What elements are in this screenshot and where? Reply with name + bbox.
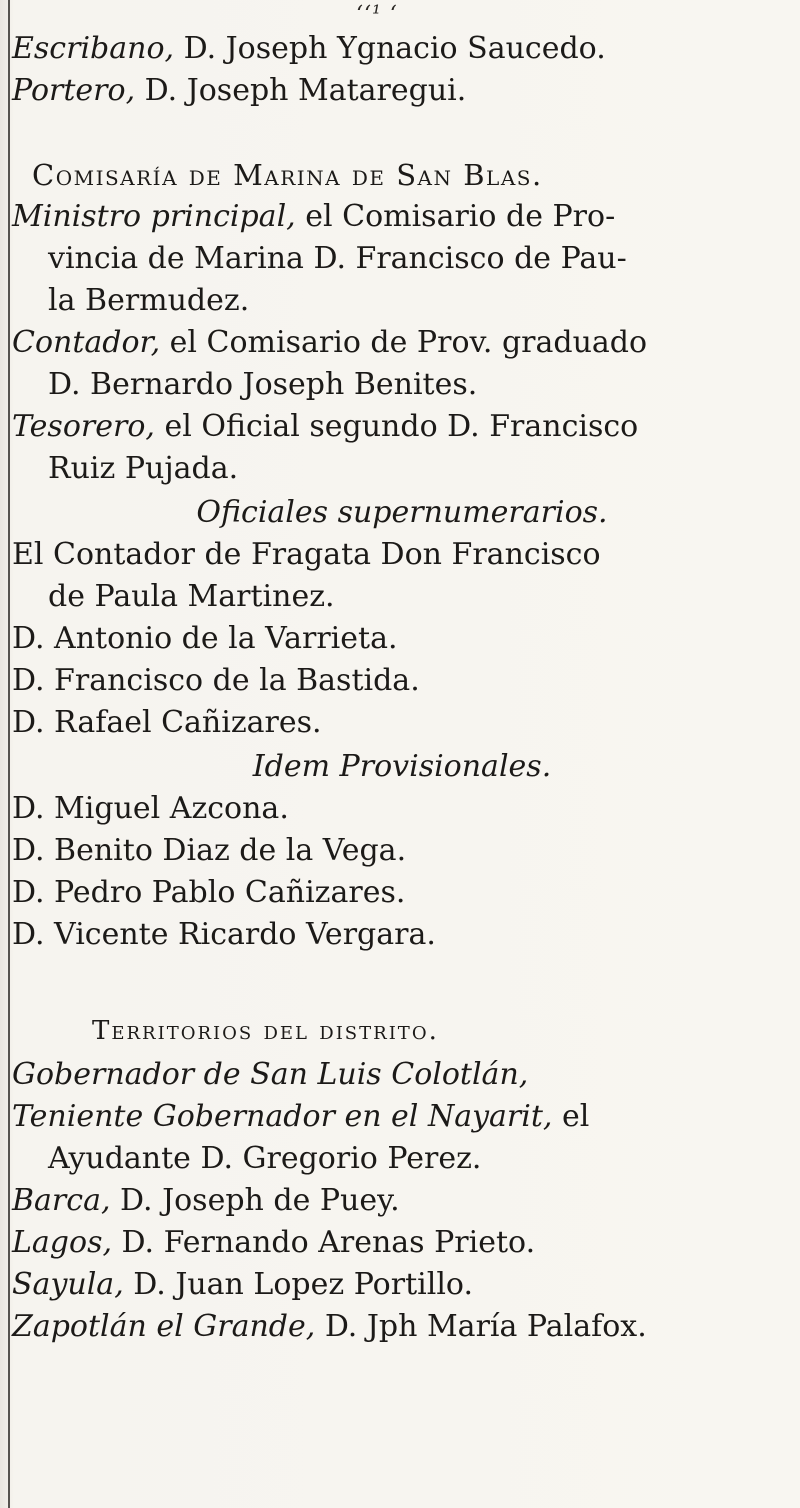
entry-plain: D. Antonio de la Varrieta.: [12, 621, 398, 656]
entry-plain: D. Benito Diaz de la Vega.: [12, 833, 407, 868]
entry-escribano: [12, 30, 606, 68]
entry-text: el Comisario de Pro-: [295, 199, 616, 234]
entry-text: D. Fernando Arenas Prieto.: [112, 1225, 536, 1260]
entry-label: Ministro principal,: [12, 199, 296, 234]
entry-plain: D. Vicente Ricardo Vergara.: [12, 917, 436, 952]
subheading-oficiales: Oficiales supernumerarios.: [196, 495, 608, 530]
entry-label: Gobernador de San Luis Colotlán,: [12, 1057, 529, 1092]
entry-zapotlan: [12, 1308, 647, 1346]
entry-plain: El Contador de Fragata Don Francisco: [12, 537, 601, 572]
entry-contador: [12, 324, 647, 362]
entry-portero: [12, 72, 466, 110]
entry-label: Barca,: [12, 1183, 111, 1218]
entry-barca: [12, 1182, 400, 1220]
entry-label: Portero,: [12, 73, 136, 108]
subheading-provisionales: Idem Provisionales.: [252, 749, 552, 784]
entry-continuation: vincia de Marina D. Francisco de Pau-: [48, 241, 627, 276]
entry-label: Escribano,: [12, 31, 175, 66]
entry-lagos: [12, 1224, 535, 1262]
entry-label: Tesorero,: [12, 409, 155, 444]
entry-continuation: D. Bernardo Joseph Benites.: [48, 367, 478, 402]
entry-text: D. Juan Lopez Portillo.: [123, 1267, 473, 1302]
entry-label: Zapotlán el Grande,: [12, 1309, 316, 1344]
section-title-comisaria: Comisaría de Marina de San Blas.: [32, 158, 543, 192]
page-binding-edge: [8, 0, 10, 1508]
entry-teniente: [12, 1098, 589, 1136]
entry-plain: D. Francisco de la Bastida.: [12, 663, 420, 698]
entry-continuation: Ruiz Pujada.: [48, 451, 239, 486]
entry-plain: D. Miguel Azcona.: [12, 791, 289, 826]
entry-text: D. Jph María Palafox.: [315, 1309, 647, 1344]
section-title-territorios: Territorios del distrito.: [92, 1016, 439, 1046]
entry-ministro: [12, 198, 615, 236]
entry-label: Contador,: [12, 325, 161, 360]
entry-text: el Comisario de Prov. graduado: [160, 325, 648, 360]
entry-text: D. Joseph de Puey.: [110, 1183, 400, 1218]
entry-label: Sayula,: [12, 1267, 124, 1302]
entry-continuation: la Bermudez.: [48, 283, 250, 318]
entry-tesorero: [12, 408, 638, 446]
entry-text: D. Joseph Ygnacio Saucedo.: [174, 31, 606, 66]
entry-continuation: de Paula Martinez.: [48, 579, 335, 614]
entry-continuation: Ayudante D. Gregorio Perez.: [48, 1141, 482, 1176]
entry-text: D. Joseph Mataregui.: [135, 73, 467, 108]
entry-label: Teniente Gobernador en el Nayarit,: [12, 1099, 553, 1134]
entry-plain: D. Pedro Pablo Cañizares.: [12, 875, 406, 910]
entry-label: Lagos,: [12, 1225, 113, 1260]
entry-text: el Oficial segundo D. Francisco: [154, 409, 639, 444]
page-folio: ʻʻ¹ ʻ: [356, 2, 398, 27]
entry-sayula: [12, 1266, 473, 1304]
entry-gobernador: [12, 1056, 528, 1094]
entry-plain: D. Rafael Cañizares.: [12, 705, 322, 740]
entry-text: el: [552, 1099, 590, 1134]
